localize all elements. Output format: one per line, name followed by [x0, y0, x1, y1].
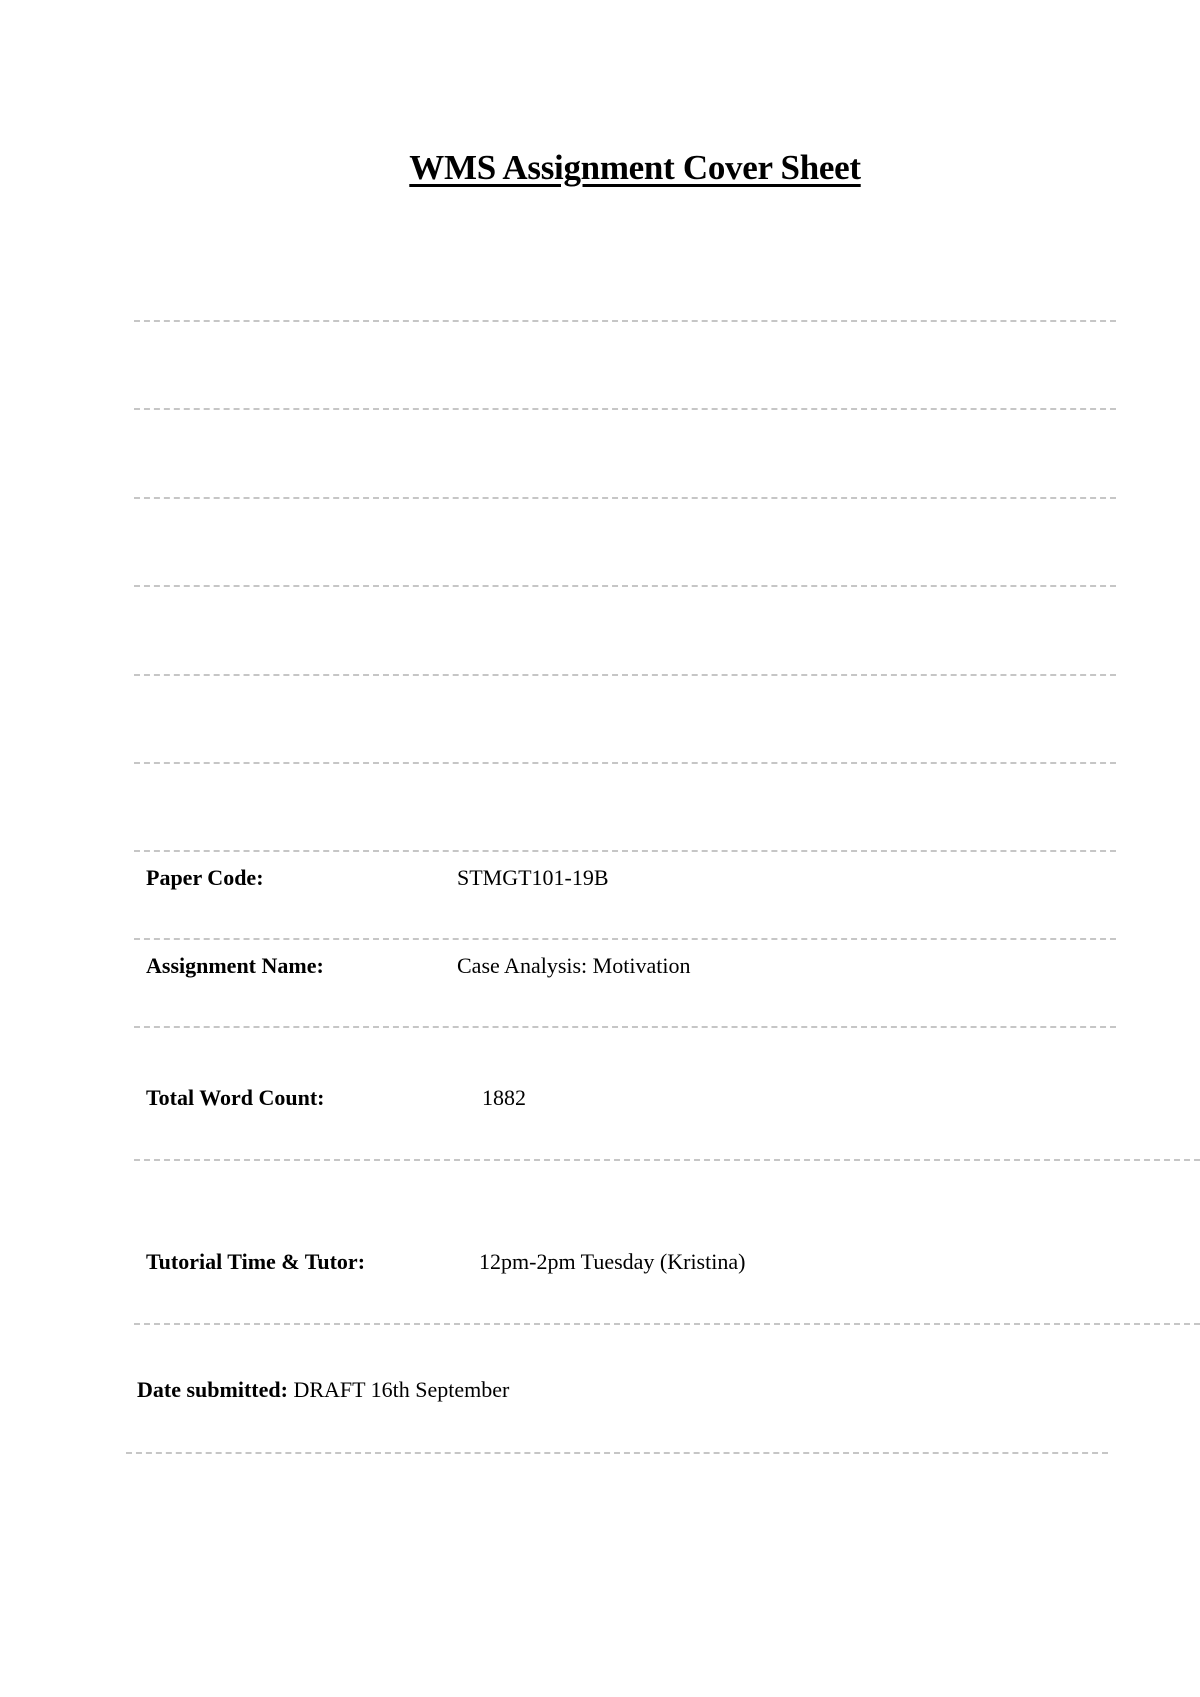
- word-count-label: Total Word Count:: [146, 1085, 325, 1110]
- assignment-name-value: Case Analysis: Motivation: [457, 953, 691, 978]
- date-submitted-label: Date submitted:: [137, 1377, 288, 1402]
- rule-line: [134, 938, 1116, 940]
- paper-code-value: STMGT101-19B: [457, 865, 609, 890]
- rule-line: [134, 320, 1116, 322]
- rule-line: [134, 1159, 1200, 1161]
- rule-line: [134, 762, 1116, 764]
- assignment-name-label: Assignment Name:: [146, 953, 324, 978]
- rule-line: [134, 497, 1116, 499]
- rule-line: [134, 850, 1116, 852]
- rule-line: [134, 1026, 1116, 1028]
- date-submitted-line: [137, 1377, 509, 1403]
- tutorial-value: 12pm-2pm Tuesday (Kristina): [479, 1249, 746, 1274]
- word-count-value: 1882: [482, 1085, 526, 1110]
- rule-line: [134, 674, 1116, 676]
- page-title: WMS Assignment Cover Sheet: [409, 148, 861, 187]
- rule-line: [134, 408, 1116, 410]
- tutorial-label: Tutorial Time & Tutor:: [146, 1249, 366, 1274]
- rule-line: [134, 1323, 1200, 1325]
- date-submitted-value: DRAFT 16th September: [293, 1377, 510, 1402]
- rule-line: [134, 585, 1116, 587]
- rule-line: [126, 1452, 1108, 1454]
- paper-code-label: Paper Code:: [146, 865, 264, 890]
